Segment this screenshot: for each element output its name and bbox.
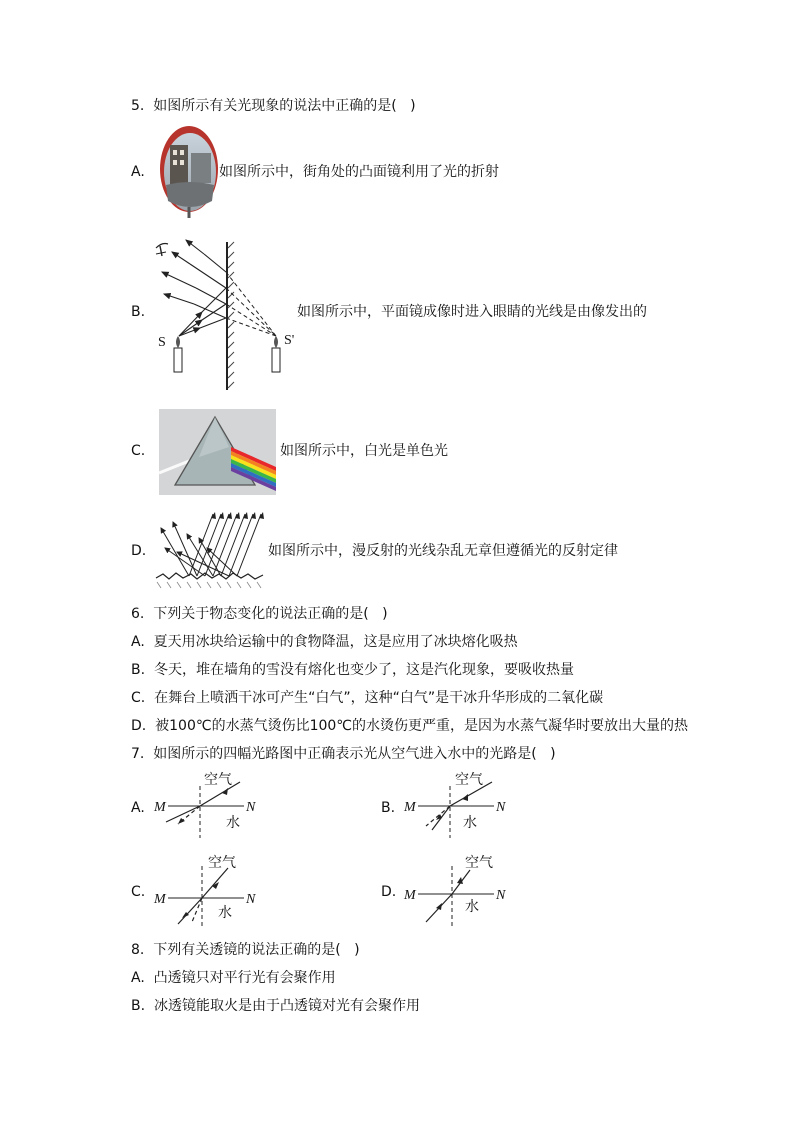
q5-stem: 5. 如图所示有关光现象的说法中正确的是( ) <box>131 98 416 114</box>
q7a-water-label: 水 <box>226 815 240 831</box>
q5-option-a-text: 如图所示中，街角处的凸面镜利用了光的折射 <box>219 164 499 180</box>
q7d-n-label: N <box>496 888 506 903</box>
diffuse-reflection-diagram <box>151 508 266 590</box>
q8-option-b: B. 冰透镜能取火是由于凸透镜对光有会聚作用 <box>131 998 420 1014</box>
q7b-air-label: 空气 <box>455 772 483 788</box>
q7-option-c-label: C. <box>131 884 146 900</box>
q7c-water-label: 水 <box>218 905 232 921</box>
q7d-air-label: 空气 <box>465 855 493 871</box>
q6-option-c: C. 在舞台上喷洒干冰可产生“白气”，这种“白气”是干冰升华形成的二氧化碳 <box>131 690 604 706</box>
q7c-m-label: M <box>154 892 166 907</box>
refraction-diagram-d <box>400 852 525 926</box>
q6-option-b: B. 冬天，堆在墙角的雪没有熔化也变少了，这是汽化现象，要吸收热量 <box>131 662 574 678</box>
q6-option-d: D. 被100℃的水蒸气烫伤比100℃的水烫伤更严重，是因为水蒸气凝华时要放出大量的热 <box>131 718 689 734</box>
q7a-m-label: M <box>154 800 166 815</box>
q7d-water-label: 水 <box>465 899 479 915</box>
q5-option-b-text: 如图所示中，平面镜成像时进入眼睛的光线是由像发出的 <box>297 304 647 320</box>
q7-option-d-label: D. <box>381 884 397 900</box>
q7a-air-label: 空气 <box>204 772 232 788</box>
q6-option-a: A. 夏天用冰块给运输中的食物降温，这是应用了冰块熔化吸热 <box>131 634 518 650</box>
image-s-prime-label: S' <box>284 333 295 348</box>
q7-option-b-label: B. <box>381 800 396 816</box>
convex-mirror-photo <box>158 123 220 218</box>
q8-stem: 8. 下列有关透镜的说法正确的是( ) <box>131 942 360 958</box>
q7a-n-label: N <box>246 800 256 815</box>
q5-option-c-label: C. <box>131 443 146 459</box>
q5-option-c-text: 如图所示中，白光是单色光 <box>280 443 448 459</box>
q7b-water-label: 水 <box>463 815 477 831</box>
q5-option-b-label: B. <box>131 304 146 320</box>
q6-stem: 6. 下列关于物态变化的说法正确的是( ) <box>131 606 388 622</box>
q7c-n-label: N <box>246 892 256 907</box>
q5-option-d-text: 如图所示中，漫反射的光线杂乱无章但遵循光的反射定律 <box>268 543 618 559</box>
q7c-air-label: 空气 <box>208 855 236 871</box>
q7-option-a-label: A. <box>131 800 145 816</box>
prism-dispersion-photo <box>159 409 276 495</box>
q7b-m-label: M <box>404 800 416 815</box>
eye-icon <box>156 244 168 257</box>
q8-option-a: A. 凸透镜只对平行光有会聚作用 <box>131 970 336 986</box>
q5-option-a-label: A. <box>131 164 145 180</box>
object-s-label: S <box>158 335 166 350</box>
q7-stem: 7. 如图所示的四幅光路图中正确表示光从空气进入水中的光路是( ) <box>131 746 556 762</box>
q7d-m-label: M <box>404 888 416 903</box>
q5-option-d-label: D. <box>131 543 147 559</box>
plane-mirror-diagram <box>150 232 300 392</box>
q7b-n-label: N <box>496 800 506 815</box>
